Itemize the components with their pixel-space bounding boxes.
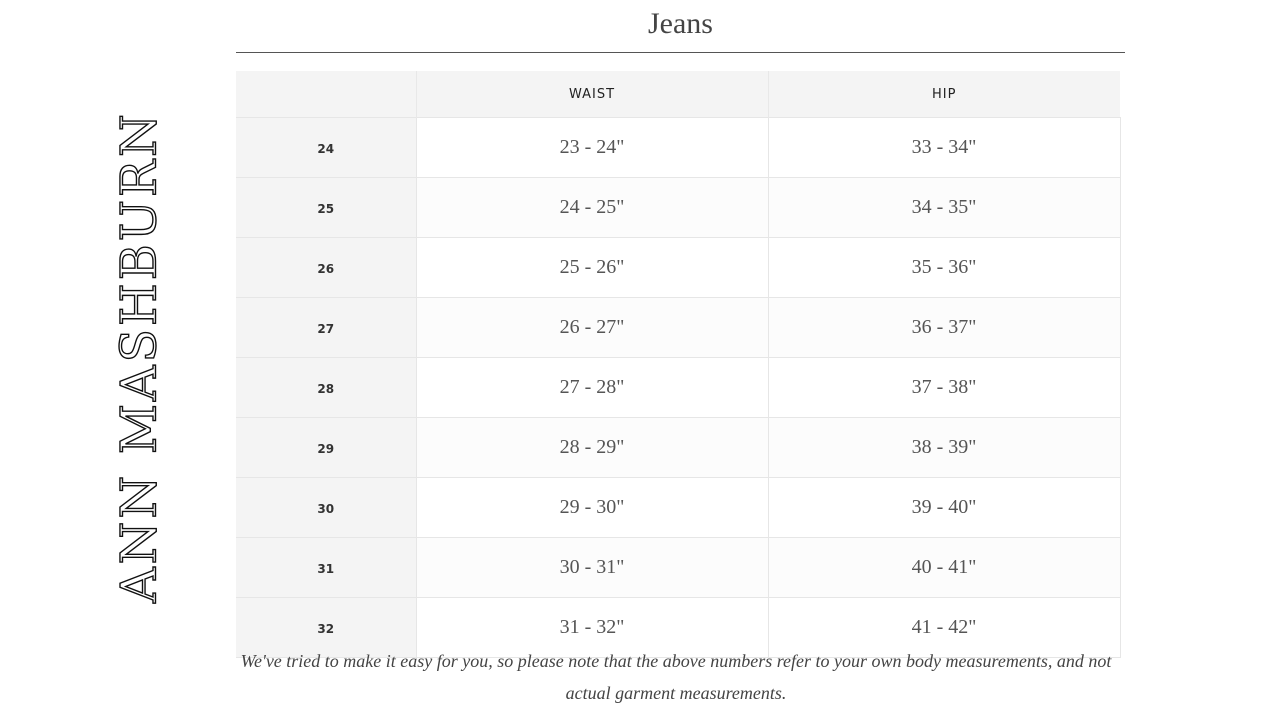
hip-cell: 33 - 34" [768,118,1120,178]
table-row [236,358,1120,418]
header-waist: WAIST [416,71,768,118]
brand-logo-area [104,100,174,615]
hip-cell: 35 - 36" [768,238,1120,298]
table-row [236,298,1120,358]
hip-cell: 40 - 41" [768,538,1120,598]
waist-cell: 26 - 27" [416,298,768,358]
hip-cell: 34 - 35" [768,178,1120,238]
size-chart-table [236,71,1121,658]
header-size [236,71,416,118]
hip-cell: 39 - 40" [768,478,1120,538]
waist-cell: 25 - 26" [416,238,768,298]
size-cell: 24 [236,118,416,178]
table-header-row [236,71,1120,118]
table-row [236,418,1120,478]
hip-cell: 36 - 37" [768,298,1120,358]
waist-cell: 27 - 28" [416,358,768,418]
table-row [236,238,1120,298]
size-cell: 26 [236,238,416,298]
measurement-note: We've tried to make it easy for you, so please note that the above numbers refer to your own body measurements, and not actual garment measurements. [240,651,1112,703]
size-cell: 25 [236,178,416,238]
title-divider [236,52,1125,53]
table-row [236,118,1120,178]
waist-cell: 31 - 32" [416,598,768,658]
waist-cell: 30 - 31" [416,538,768,598]
size-cell: 28 [236,358,416,418]
table-row [236,538,1120,598]
hip-cell: 41 - 42" [768,598,1120,658]
waist-cell: 29 - 30" [416,478,768,538]
size-cell: 30 [236,478,416,538]
size-cell: 27 [236,298,416,358]
waist-cell: 23 - 24" [416,118,768,178]
waist-cell: 28 - 29" [416,418,768,478]
page-title: Jeans [648,7,713,40]
brand-logo: ANN MASHBURN [110,111,168,603]
table-row [236,178,1120,238]
size-cell: 29 [236,418,416,478]
waist-cell: 24 - 25" [416,178,768,238]
size-cell: 31 [236,538,416,598]
hip-cell: 37 - 38" [768,358,1120,418]
hip-cell: 38 - 39" [768,418,1120,478]
size-cell: 32 [236,598,416,658]
table-row [236,478,1120,538]
header-hip: HIP [768,71,1120,118]
